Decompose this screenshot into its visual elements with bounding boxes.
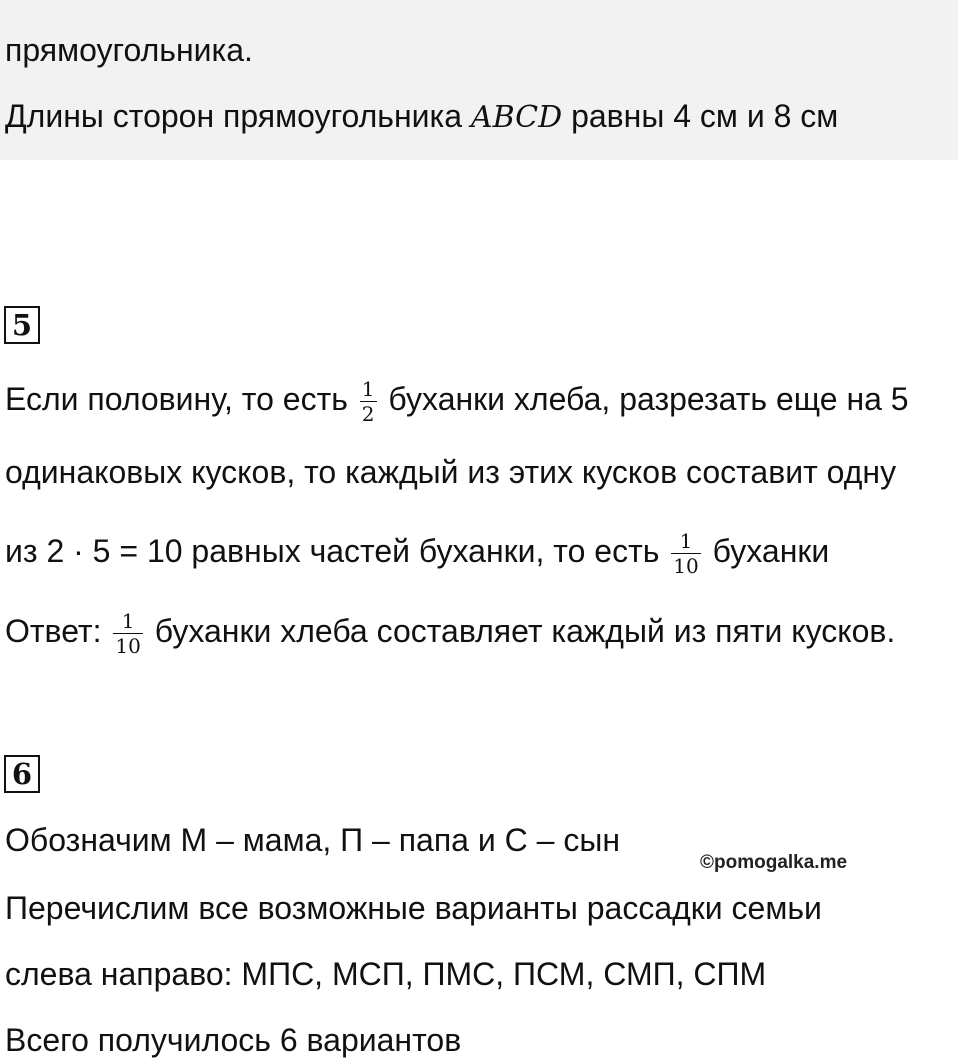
fraction-answer [113, 610, 142, 657]
watermark: ©pomogalka.me [700, 852, 848, 873]
task5-line-1 [5, 378, 909, 425]
prev-line-1 [5, 30, 253, 70]
task6-text-4: Всего получилось 6 вариантов [5, 1022, 462, 1058]
task5-line-2 [5, 452, 896, 492]
prev-text-1: прямоугольника. [5, 32, 253, 68]
task6-text-2: Перечислим все возможные варианты рассадки семьи [5, 890, 822, 926]
task6-line-3 [5, 954, 766, 994]
rectangle-label-math: ABCD [470, 100, 563, 135]
fraction-one-half [360, 378, 377, 425]
task6-line-1 [5, 820, 620, 860]
task6-line-2 [5, 888, 822, 928]
fraction-numerator: 1 [361, 377, 375, 401]
fraction-numerator: 1 [671, 530, 700, 554]
task5-text-1a: Если половину, то есть [5, 380, 357, 417]
task5-answer-line [5, 610, 895, 657]
task-6-number: 6 [4, 755, 40, 793]
fraction-denominator: 2 [361, 402, 375, 426]
task-5-number: 5 [4, 306, 40, 344]
fraction-numerator: 1 [113, 610, 142, 634]
task5-text-3a: из 2 · 5 = 10 равных частей буханки, то есть [5, 532, 669, 569]
task6-line-4 [5, 1020, 461, 1060]
task5-line-3 [5, 530, 829, 577]
prev-line-2 [5, 96, 838, 138]
task6-text-3: слева направо: МПС, МСП, ПМС, ПСМ, СМП, СПМ [5, 956, 767, 992]
prev-text-2b: равны 4 см и 8 см [562, 98, 839, 134]
fraction-one-tenth [671, 530, 700, 577]
task5-text-3b: буханки [703, 532, 830, 569]
task5-text-2: одинаковых кусков, то каждый из этих кусков составит одну [5, 454, 897, 490]
answer-label: Ответ: [5, 612, 111, 649]
fraction-denominator: 10 [673, 554, 699, 578]
prev-text-2a: Длины сторон прямоугольника [5, 98, 471, 134]
task5-text-1b: буханки хлеба, разрезать еще на 5 [379, 380, 909, 417]
task6-text-1: Обозначим М – мама, П – папа и С – сын [5, 822, 620, 858]
answer-text: буханки хлеба составляет каждый из пяти кусков. [145, 612, 896, 649]
fraction-denominator: 10 [115, 634, 141, 658]
